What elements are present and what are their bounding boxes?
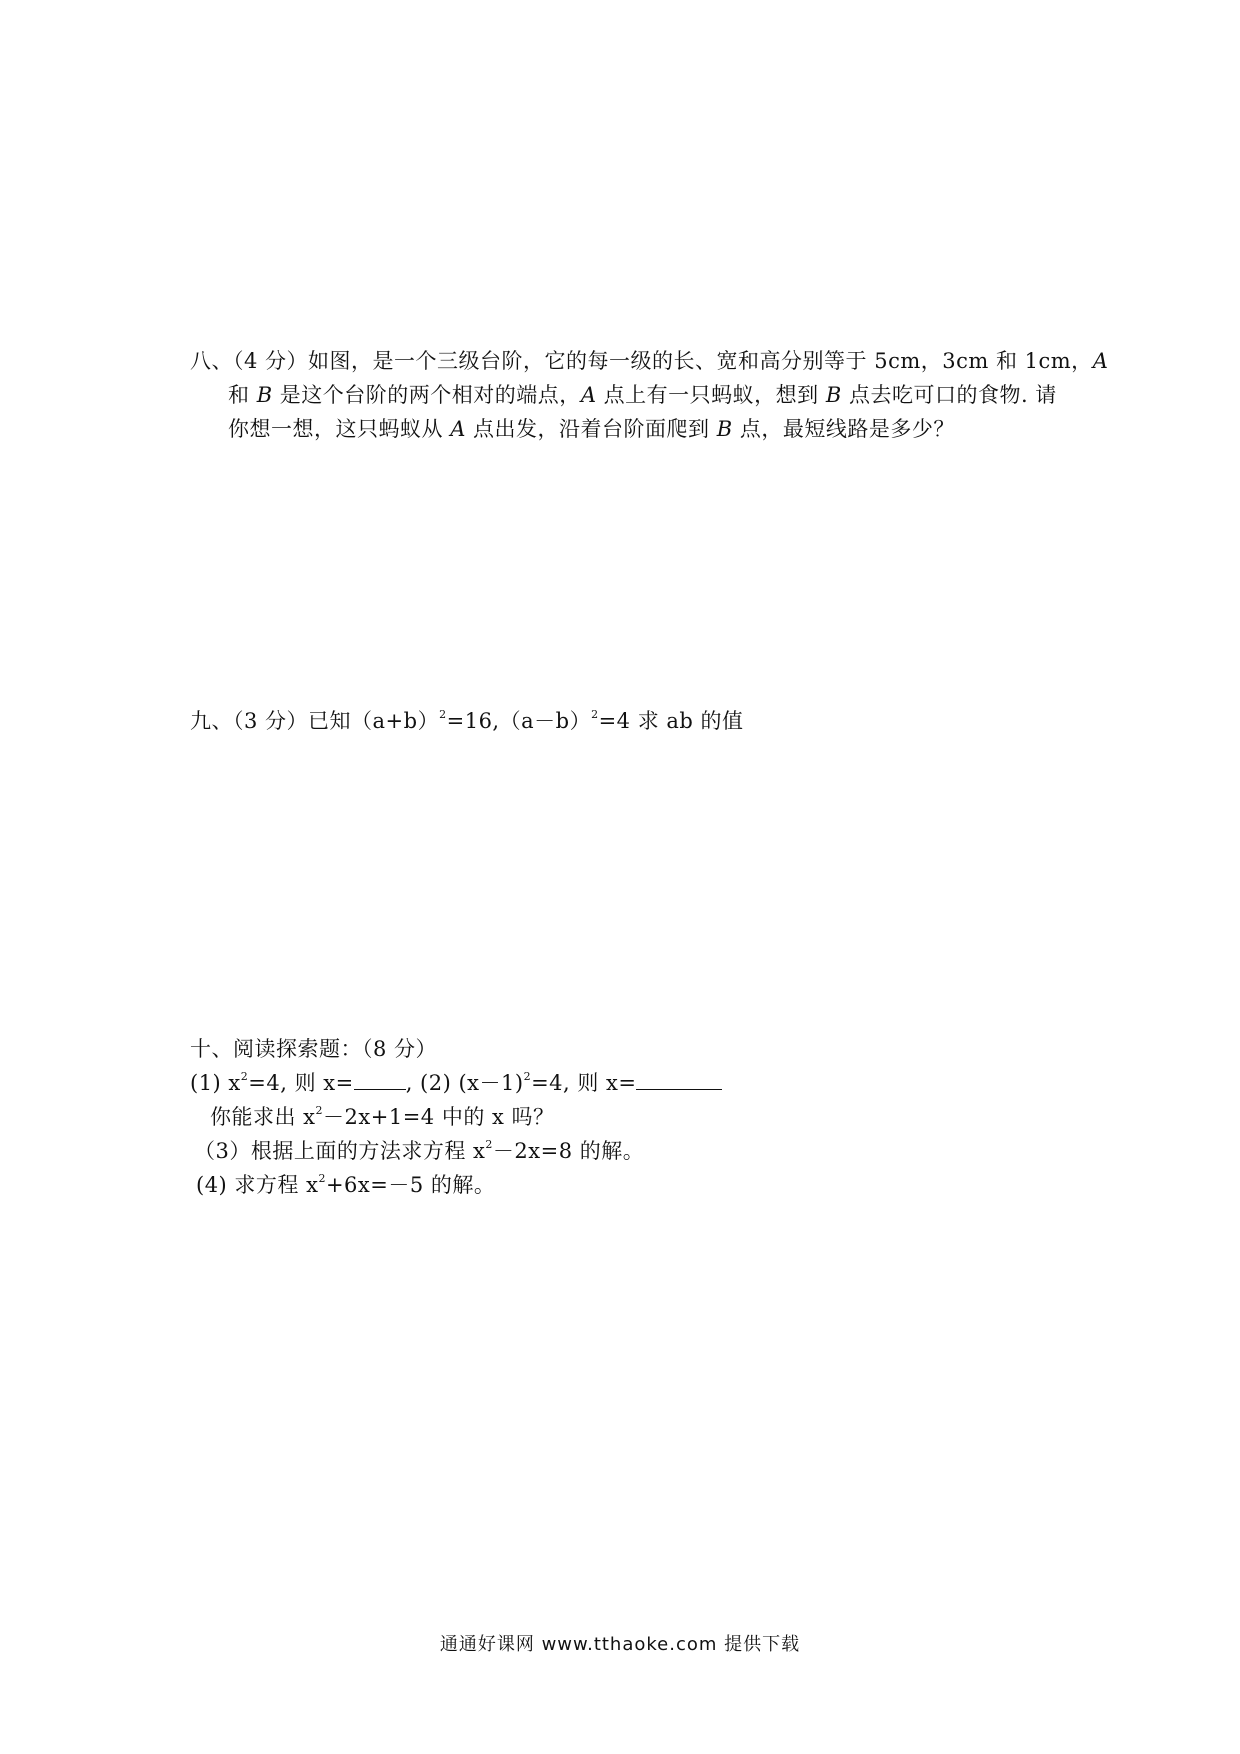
answer-blank-1[interactable] [354,1069,406,1090]
point-a-label: A [450,417,466,441]
question-8-text-2c: 点上有一只蚂蚁，想到 [596,383,826,407]
question-10-text-2b: －2x+1=4 中的 x 吗？ [323,1105,555,1129]
question-10-part-4 [190,1168,1090,1202]
point-a-label: A [1092,349,1109,373]
point-b-label: B [825,383,842,407]
question-10-text-1b: =4, 则 x= [248,1071,354,1095]
question-10-text-3a: （3）根据上面的方法求方程 x [194,1139,486,1163]
exponent: 2 [523,1070,532,1083]
question-8-text-1: 如图，是一个三级台阶，它的每一级的长、宽和高分别等于 5cm，3cm 和 1cm， [308,349,1093,373]
question-9-text-c: =4 求 ab 的值 [598,709,744,733]
question-10-text-1c: , (2) (x－1) [405,1071,524,1095]
question-8-text-2d: 点去吃可口的食物. 请 [841,383,1057,407]
question-8-text-3b: 点出发，沿着台阶面爬到 [465,417,717,441]
point-b-label: B [716,417,733,441]
question-10-text-3b: －2x=8 的解。 [492,1139,645,1163]
question-9 [190,704,1090,738]
exponent: 2 [485,1138,493,1151]
exponent: 2 [240,1070,249,1083]
exponent: 2 [439,708,447,721]
exponent: 2 [318,1172,326,1185]
question-10-followup [190,1100,1090,1134]
question-8-line-3 [190,412,1090,446]
question-10-text-2a: 你能求出 x [210,1105,316,1129]
question-8-score: （4 分） [233,349,309,373]
question-10-part-1-2 [190,1066,1090,1100]
point-b-label: B [256,383,273,407]
question-9-text-a: 九、（3 分）已知（a+b） [190,709,440,733]
question-8-number: 八、 [190,349,233,373]
question-10-title: 十、阅读探索题：（8 分） [190,1037,438,1061]
question-8 [190,344,1109,446]
question-10-text-1d: =4, 则 x= [531,1071,637,1095]
question-8-line-2 [190,378,1090,412]
point-a-label: A [580,383,597,407]
page-footer: 通通好课网 www.tthaoke.com 提供下载 [439,1634,801,1655]
answer-blank-2[interactable] [636,1069,722,1090]
exponent: 2 [591,708,599,721]
question-10 [190,1032,1090,1202]
question-8-text-2b: 是这个台阶的两个相对的端点， [272,383,581,407]
question-9-line [190,704,1090,738]
question-8-text-3c: 点，最短线路是多少？ [732,417,955,441]
exponent: 2 [315,1104,324,1117]
question-8-line-1 [190,344,1109,378]
question-10-text-1a: (1) x [190,1071,241,1095]
question-9-text-b: =16,（a－b） [446,709,592,733]
question-8-text-3a: 你想一想，这只蚂蚁从 [228,417,451,441]
question-10-text-4b: +6x=－5 的解。 [325,1173,496,1197]
question-8-text-2a: 和 [228,383,257,407]
question-10-part-3 [190,1134,1090,1168]
question-10-text-4a: (4) 求方程 x [196,1173,319,1197]
